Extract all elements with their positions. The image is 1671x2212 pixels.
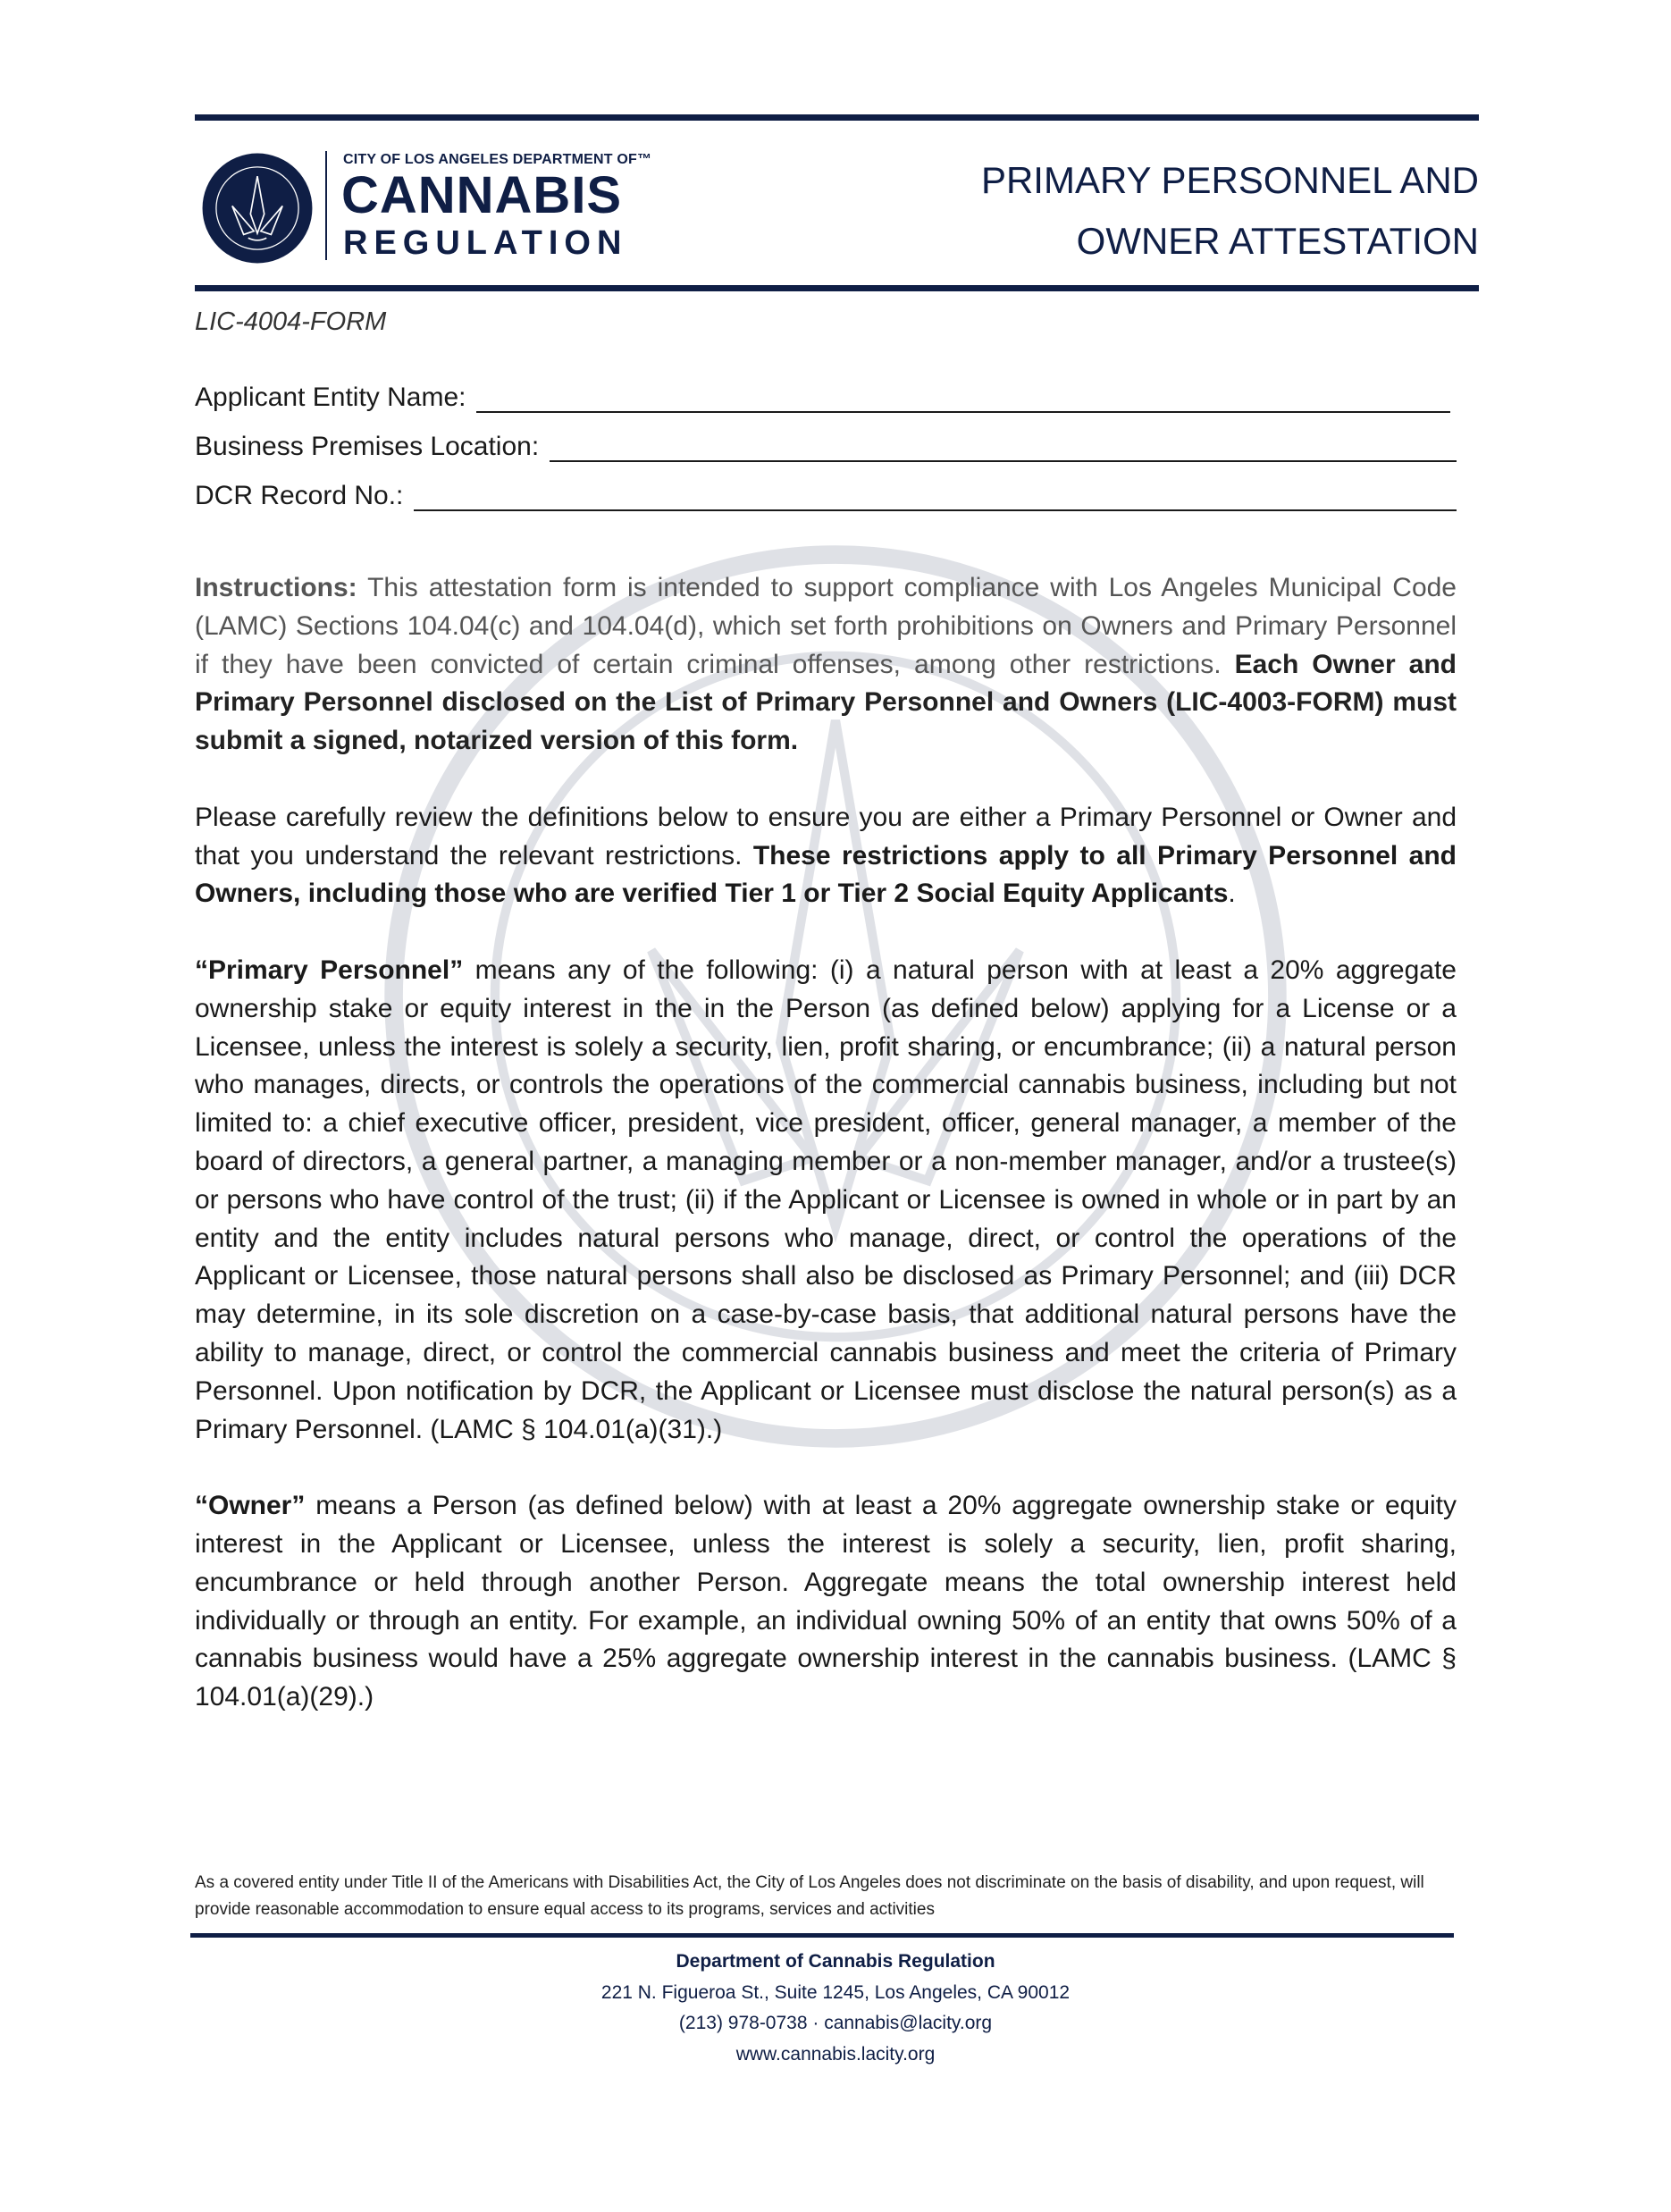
document-body (195, 569, 1457, 1755)
instructions-paragraph (195, 569, 1457, 761)
logo-divider (325, 151, 327, 260)
field-label: Applicant Entity Name: (195, 383, 466, 412)
primary-personnel-definition (195, 952, 1457, 1449)
review-end: . (1228, 879, 1236, 909)
footer-rule (190, 1933, 1454, 1938)
footer-email-link[interactable]: cannabis@lacity.org (824, 2013, 993, 2033)
owner-text: means a Person (as defined below) with at least a 20% aggregate ownership stake or equity interest in the Applicant or Licensee, unless the interest is solely a security, lien, profit sharing, encumbrance or held through another Person. Aggregate means the total ownership interest held individually or through an entity. For example, an individual owning 50% of an entity that owns 50% of a cannabis business would have a 25% aggregate ownership interest in the cannabis business. (LAMC § 104.01(a)(29).) (195, 1491, 1457, 1712)
logo-top-line: CITY OF LOS ANGELES DEPARTMENT OF™ (343, 152, 652, 167)
field-label: DCR Record No.: (195, 481, 404, 510)
review-bold: These restrictions apply to all Primary Personnel and Owners, including those who are verified Tier 1 or Tier 2 Social Equity Applicants (195, 840, 1457, 909)
seal-icon (200, 151, 315, 265)
instructions-bold: Each Owner and Primary Personnel disclosed on the List of Primary Personnel and Owners (LIC-4003-FORM) must submit a signed, notarized version of this form. (195, 649, 1457, 756)
footer-address: 221 N. Figueroa St., Suite 1245, Los Angeles, CA 90012 (600, 1981, 1071, 2003)
instructions-label: Instructions: (195, 573, 357, 602)
field-line[interactable] (550, 433, 1457, 462)
logo-main: CANNABIS (341, 166, 623, 224)
field-label: Business Premises Location: (195, 432, 540, 461)
footer-dept: Department of Cannabis Regulation (676, 1951, 995, 1972)
header-bottom-rule (195, 285, 1479, 291)
review-paragraph (195, 799, 1457, 913)
footer-website[interactable]: www.cannabis.lacity.org (735, 2043, 936, 2065)
owner-definition (195, 1487, 1457, 1717)
applicant-entity-name-field[interactable] (195, 383, 1450, 413)
primary-personnel-text: means any of the following: (i) a natural person with at least a 20% aggregate ownership stake or equity interest in the in the Person (as defined below) applying for a License or a Licensee, unless the interest is solely a security, lien, profit sharing, or encumbrance; (ii) a natural person who manages, directs, or controls the operations of the commercial cannabis business, including but not limited to: a chief executive officer, president, vice president, officer, general manager, a member of the board of directors, a general partner, a managing member or a non-member manager, and/or a trustee(s) or persons who have control of the trust; (ii) if the Applicant or Licensee is owned in whole or in part by an entity and the entity includes natural persons who manage, direct, or control the operations of the Applicant or Licensee, those natural persons shall also be disclosed as Primary Personnel; and (iii) DCR may determine, in its sole discretion on a case-by-case basis, that additional natural persons have the ability to manage, direct, or control the commercial cannabis business and meet the criteria of Primary Personnel. Upon notification by DCR, the Applicant or Licensee must disclose the natural person(s) as a Primary Personnel. (LAMC § 104.01(a)(31).) (195, 955, 1457, 1444)
dcr-logo (200, 147, 665, 268)
footer-phone: (213) 978-0738 · (678, 2013, 825, 2033)
business-premises-location-field[interactable] (195, 432, 1457, 462)
title-line-2: OWNER ATTESTATION (1076, 220, 1479, 262)
title-line-1: PRIMARY PERSONNEL AND (980, 159, 1479, 201)
form-number: LIC-4004-FORM (195, 307, 387, 336)
owner-term: “Owner” (195, 1491, 306, 1521)
instructions-text: This attestation form is intended to support compliance with Los Angeles Municipal Code (LAMC) Sections 104.04(c) and 104.04(d), which set forth prohibitions on Owners and Primary Personnel if they have been convicted of certain criminal offenses, among other restrictions. (195, 573, 1457, 679)
footer (0, 1947, 1671, 2070)
field-line[interactable] (414, 483, 1457, 511)
ada-notice: As a covered entity under Title II of the Americans with Disabilities Act, the City of Los Angeles does not discriminate on the basis of disability, and upon request, will provide reasonable accommodation to ensure equal access to its programs, services and activities (195, 1873, 1424, 1919)
page-title (981, 150, 1479, 272)
logo-sub: REGULATION (343, 224, 628, 262)
footer-contact (0, 2008, 1671, 2040)
field-line[interactable] (476, 384, 1450, 413)
review-text: Please carefully review the definitions below to ensure you are either a Primary Personnel or Owner and that you understand the relevant restrictions. (195, 802, 1457, 871)
primary-personnel-term: “Primary Personnel” (195, 955, 464, 985)
header-top-rule (195, 114, 1479, 121)
dcr-record-no-field[interactable] (195, 481, 1457, 511)
